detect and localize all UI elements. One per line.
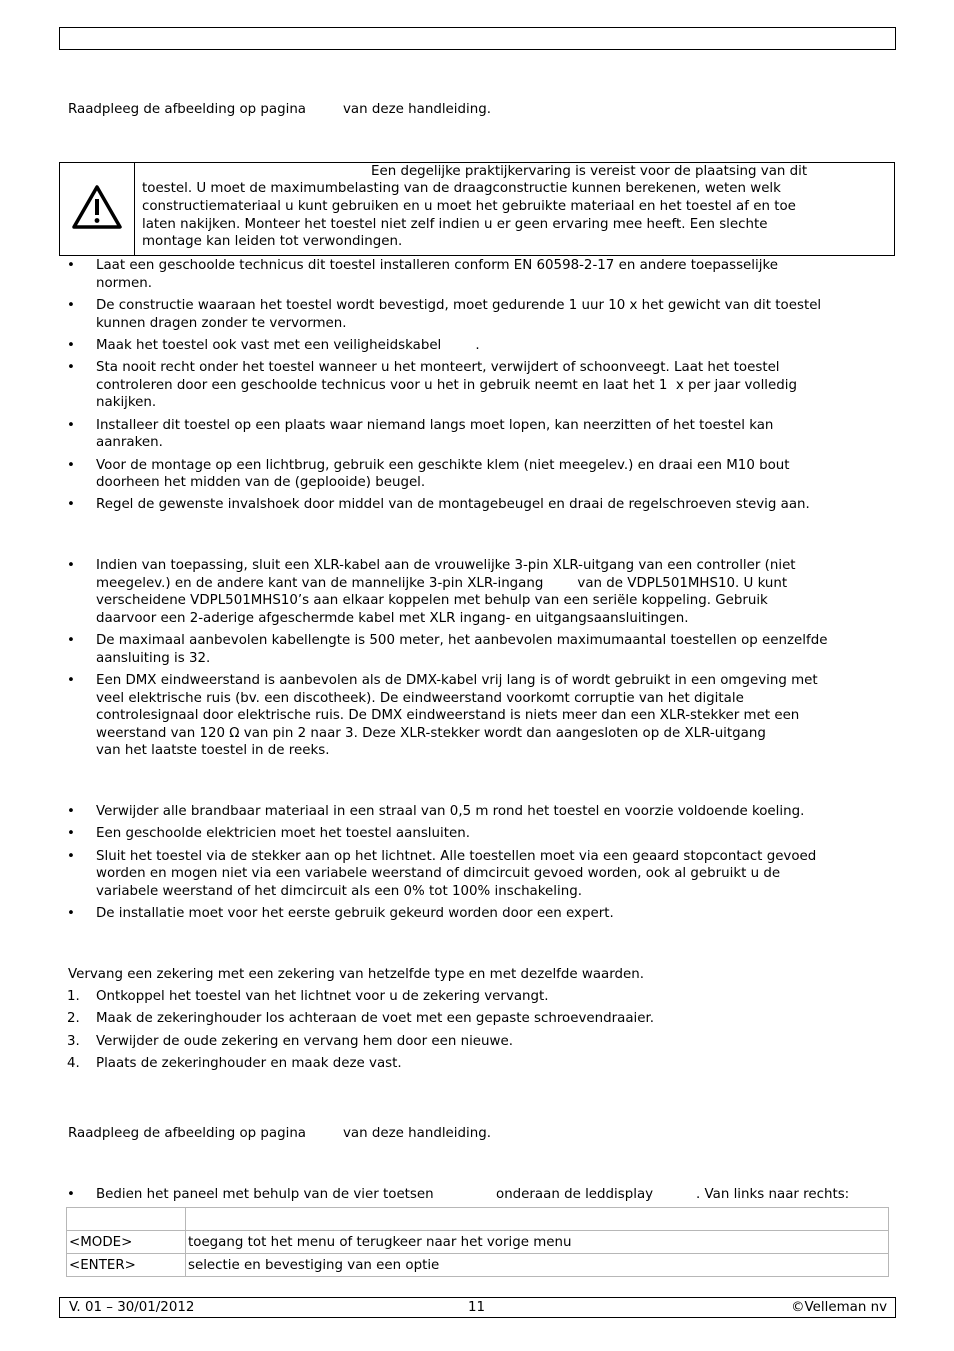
list-item-line: Voor de montage op een lichtbrug, gebruik een geschikte klem (niet meegelev.) en draai een M10 bout [96, 458, 790, 473]
table-row [67, 1208, 889, 1231]
page-reference-2-before: Raadpleeg de afbeelding op pagina [68, 1126, 307, 1141]
list-item-line: Sta nooit recht onder het toestel wanneer u het monteert, verwijdert of schoonveegt. Laat het toestel [96, 360, 780, 375]
step-number: 2. [67, 1011, 80, 1026]
list-item-line: Een geschoolde elektricien moet het toestel aansluiten. [96, 826, 470, 841]
warning-text-line: laten nakijken. Monteer het toestel niet zelf indien u er geen ervaring mee heeft. Een slechte [142, 217, 768, 232]
bullet-dot: • [67, 906, 75, 921]
list-item-line: van het laatste toestel in de reeks. [96, 743, 330, 758]
warning-icon-cell [60, 163, 135, 255]
list-item-line: variabele weerstand of het dimcircuit als een 0% tot 100% inschakeling. [96, 884, 582, 899]
bullet-dot: • [67, 633, 75, 648]
step-number: 3. [67, 1034, 80, 1049]
table-cell-desc [186, 1208, 889, 1231]
step-number: 4. [67, 1056, 80, 1071]
fuse-intro: Vervang een zekering met een zekering van hetzelfde type en met dezelfde waarden. [68, 967, 645, 982]
panel-text-a: Bedien het paneel met behulp van de vier toetsen [96, 1187, 434, 1202]
bullet-dot: • [67, 338, 75, 353]
list-item-line: De maximaal aanbevolen kabellengte is 500 meter, het aanbevolen maximumaantal toestellen op eenzelfde [96, 633, 828, 648]
list-item-line: kunnen dragen zonder te vervormen. [96, 316, 347, 331]
warning-triangle-icon [71, 184, 123, 230]
list-item-line: worden en mogen niet via een variabele weerstand of dimcircuit gevoed worden, ook al gebruikt u de [96, 866, 781, 881]
table-cell-desc: selectie en bevestiging van een optie [186, 1254, 889, 1277]
list-item-line: controlesignaal door elektrische ruis. De DMX eindweerstand is niets meer dan een XLR-stekker met een [96, 708, 800, 723]
step-number: 1. [67, 989, 80, 1004]
list-item-line: normen. [96, 276, 152, 291]
list-item-line: Verwijder alle brandbaar materiaal in een straal van 0,5 m rond het toestel en voorzie voldoende koeling. [96, 804, 805, 819]
step-text: Ontkoppel het toestel van het lichtnet voor u de zekering vervangt. [96, 989, 549, 1004]
warning-text-line: constructiemateriaal u kunt gebruiken en u moet het gebruikte materiaal en het toestel af en toe [142, 199, 796, 214]
bullet-dot: • [67, 558, 75, 573]
bullet-dot: • [67, 497, 75, 512]
list-item-line: verscheidene VDPL501MHS10’s aan elkaar koppelen met behulp van een seriële koppeling. Gebruik [96, 593, 768, 608]
table-cell-key [67, 1208, 186, 1231]
list-item-line: Laat een geschoolde technicus dit toestel installeren conform EN 60598-2-17 en andere toepasselijke [96, 258, 778, 273]
list-item-line: Regel de gewenste invalshoek door middel van de montagebeugel en draai de regelschroeven stevig aan. [96, 497, 810, 512]
table-cell-key: <MODE> [67, 1231, 186, 1254]
list-item-line: De constructie waaraan het toestel wordt bevestigd, moet gedurende 1 uur 10 x het gewicht van dit toestel [96, 298, 822, 313]
step-text: Verwijder de oude zekering en vervang hem door een nieuwe. [96, 1034, 513, 1049]
list-item-line: Een DMX eindweerstand is aanbevolen als de DMX-kabel vrij lang is of wordt gebruikt in een omgeving met [96, 673, 818, 688]
bullet-dot: • [67, 298, 75, 313]
table-cell-key: <ENTER> [67, 1254, 186, 1277]
list-item-line: Installeer dit toestel op een plaats waar niemand langs moet lopen, kan neerzitten of het toestel kan [96, 418, 774, 433]
list-item-line: Maak het toestel ook vast met een veiligheidskabel . [96, 338, 480, 353]
panel-text-c: . Van links naar rechts: [696, 1187, 850, 1202]
footer-version: V. 01 – 30/01/2012 [69, 1300, 195, 1315]
list-item-line: aanraken. [96, 435, 163, 450]
list-item-line: daarvoor een 2-aderige afgeschermde kabel met XLR ingang- en uitgangsaansluitingen. [96, 611, 689, 626]
step-text: Maak de zekeringhouder los achteraan de voet met een gepaste schroevendraaier. [96, 1011, 655, 1026]
page-reference-1-before: Raadpleeg de afbeelding op pagina [68, 102, 307, 117]
table-cell-desc: toegang tot het menu of terugkeer naar het vorige menu [186, 1231, 889, 1254]
bullet-dot: • [67, 673, 75, 688]
list-item-line: doorheen het midden van de (geplooide) beugel. [96, 475, 426, 490]
table-row [67, 1231, 889, 1254]
footer-page-number: 11 [468, 1300, 486, 1315]
warning-text-first: Een degelijke praktijkervaring is vereist voor de plaatsing van dit [371, 164, 808, 179]
bullet-dot: • [67, 804, 75, 819]
list-item-line: aansluiting is 32. [96, 651, 211, 666]
list-item-line: nakijken. [96, 395, 157, 410]
panel-text-b: onderaan de leddisplay [496, 1187, 654, 1202]
warning-text-line: montage kan leiden tot verwondingen. [142, 234, 403, 249]
list-item-line: meegelev.) en de andere kant van de mannelijke 3-pin XLR-ingang van de VDPL501MHS10. U kunt [96, 576, 788, 591]
warning-text-line: toestel. U moet de maximumbelasting van de draagconstructie kunnen berekenen, weten welk [142, 181, 781, 196]
bullet-dot: • [67, 418, 75, 433]
keys-table [66, 1207, 889, 1277]
footer-company: ©Velleman nv [791, 1300, 887, 1315]
step-text: Plaats de zekeringhouder en maak deze vast. [96, 1056, 402, 1071]
page-reference-1-after: van deze handleiding. [343, 102, 491, 117]
table-row [67, 1254, 889, 1277]
header-bar [59, 27, 896, 50]
bullet-dot: • [67, 849, 75, 864]
list-item-line: De installatie moet voor het eerste gebruik gekeurd worden door een expert. [96, 906, 614, 921]
list-item-line: controleren door een geschoolde technicus voor u het in gebruik neemt en laat het 1 x per jaar volledig [96, 378, 797, 393]
bullet-dot: • [67, 1187, 75, 1202]
list-item-line: weerstand van 120 Ω van pin 2 naar 3. Deze XLR-stekker wordt dan aangesloten op de XLR-uitgang [96, 726, 766, 741]
bullet-dot: • [67, 258, 75, 273]
footer-bar [59, 1297, 896, 1318]
bullet-dot: • [67, 826, 75, 841]
bullet-dot: • [67, 458, 75, 473]
list-item-line: Indien van toepassing, sluit een XLR-kabel aan de vrouwelijke 3-pin XLR-uitgang van een controller (niet [96, 558, 796, 573]
list-item-line: Sluit het toestel via de stekker aan op het lichtnet. Alle toestellen moet via een geaard stopcontact gevoed [96, 849, 817, 864]
page-reference-1 [68, 101, 306, 119]
list-item-line: veel elektrische ruis (bv. een discotheek). De eindweerstand voorkomt corruptie van het digitale [96, 691, 744, 706]
bullet-dot: • [67, 360, 75, 375]
page-reference-2-after: van deze handleiding. [343, 1126, 491, 1141]
